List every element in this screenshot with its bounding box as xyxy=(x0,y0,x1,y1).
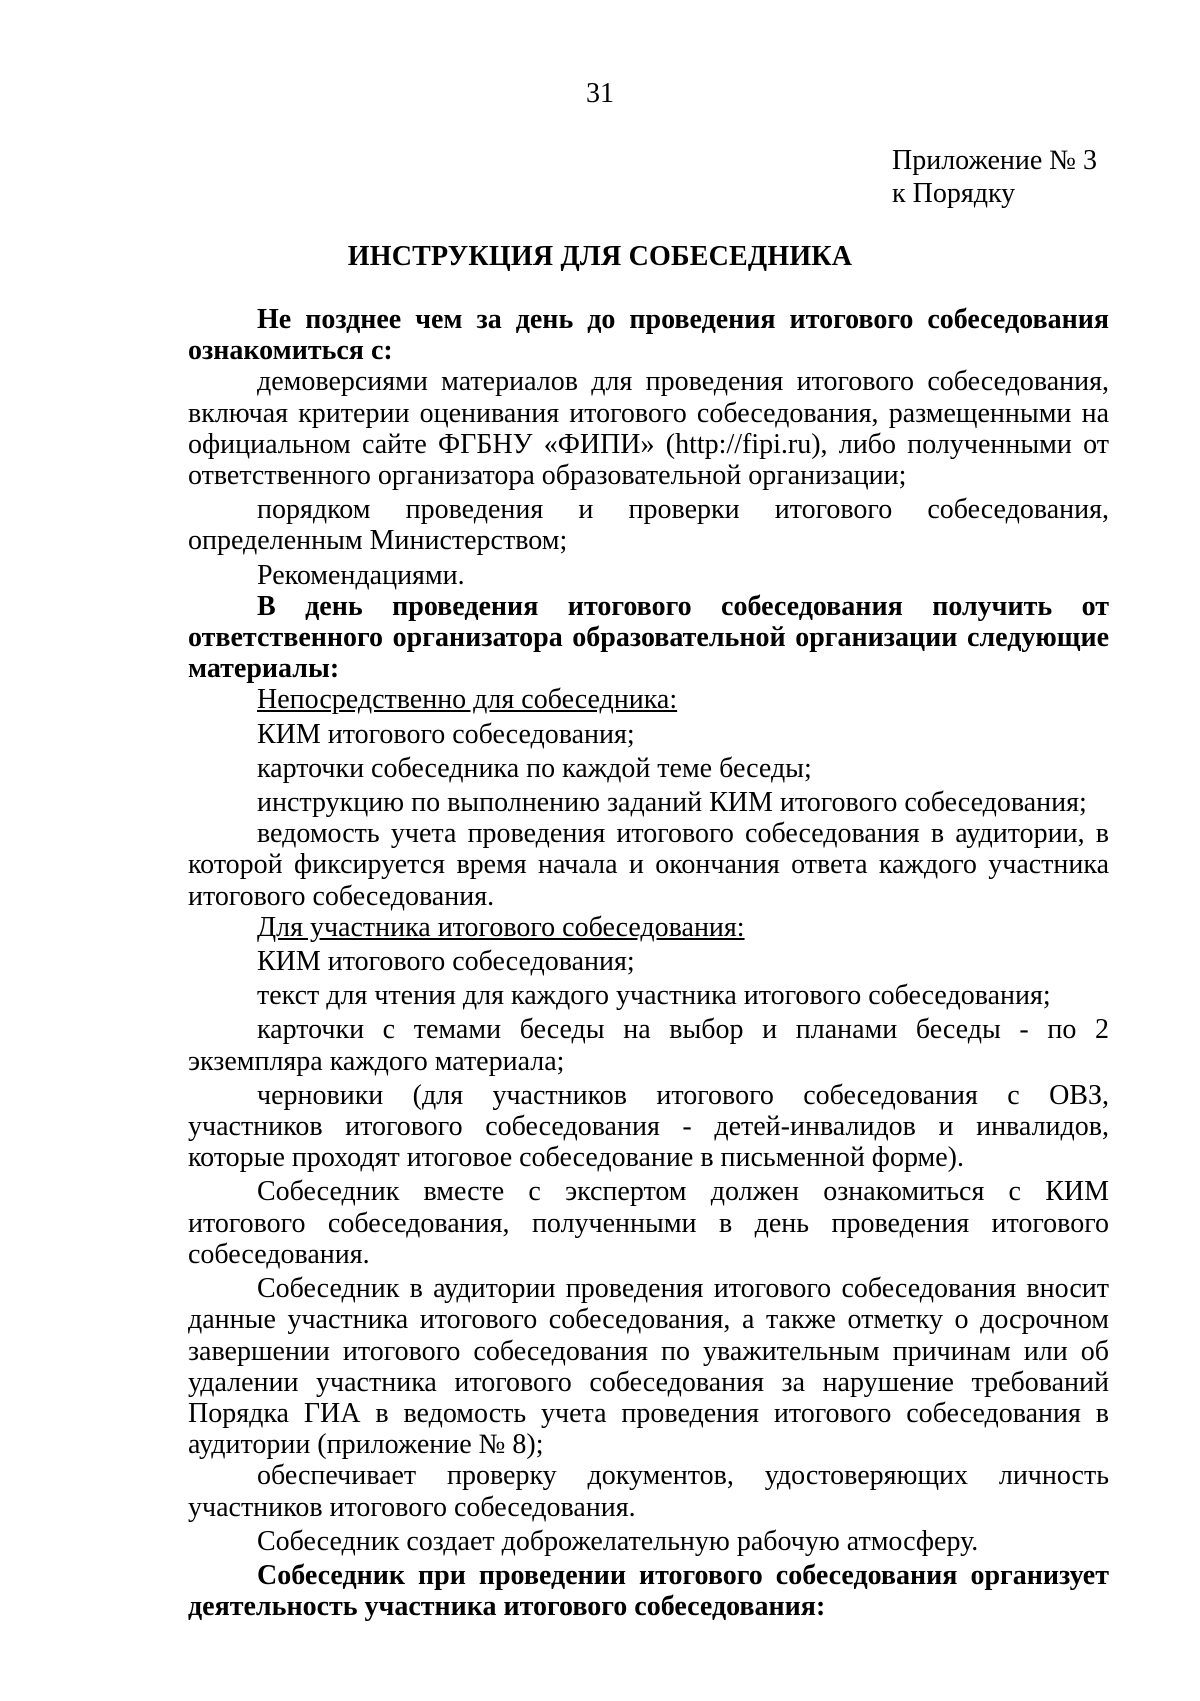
paragraph-atmosphere: Собеседник создает доброжелательную рабочую атмосферу. xyxy=(257,1525,979,1557)
appendix-line-1: Приложение № 3 xyxy=(892,145,1097,176)
list-item-participant-kim: КИМ итогового собеседования; xyxy=(257,946,635,978)
paragraph-procedure: порядком проведения и проверки итогового собеседования, определенным Министерством; xyxy=(188,494,1109,557)
list-item-cards: карточки собеседника по каждой теме беседы; xyxy=(257,752,812,784)
page-number: 31 xyxy=(586,78,614,109)
subheading-for-participant xyxy=(188,912,1109,943)
document-title: ИНСТРУКЦИЯ ДЛЯ СОБЕСЕДНИКА xyxy=(347,241,853,272)
paragraph-demo-materials: демоверсиями материалов для проведения итогового собеседования, включая критерии оценивания итогового собеседования, размещенными на официальном сайте ФГБНУ «ФИПИ» (http://fipi.ru), либо полученными от ответственного организатора образовательной организации; xyxy=(188,366,1109,492)
list-item-reading-text: текст для чтения для каждого участника итогового собеседования; xyxy=(257,980,1051,1012)
subheading-for-interlocutor xyxy=(188,684,1109,715)
paragraph-before-day-heading: Не позднее чем за день до проведения итогового собеседования ознакомиться с: xyxy=(188,304,1109,367)
list-item-drafts: черновики (для участников итогового собеседования с ОВЗ, участников итогового собеседования - детей-инвалидов и инвалидов, которые проходят итоговое собеседование в письменной форме). xyxy=(188,1079,1109,1174)
paragraph-with-expert: Собеседник вместе с экспертом должен ознакомиться с КИМ итогового собеседования, полученными в день проведения итогового собеседования. xyxy=(188,1176,1109,1270)
document-body xyxy=(188,304,1109,1622)
paragraph-enters-data: Собеседник в аудитории проведения итогового собеседования вносит данные участника итогового собеседования, а также отметку о досрочном завершении итогового собеседования по уважительным причинам или об удалении участника итогового собеседования за нарушение требований Порядка ГИА в ведомость учета проведения итогового собеседования в аудитории (приложение № 8); xyxy=(188,1273,1109,1461)
list-item-topic-cards: карточки с темами беседы на выбор и планами беседы - по 2 экземпляра каждого материала; xyxy=(188,1014,1109,1077)
paragraph-recommendations: Рекомендациями. xyxy=(257,559,465,591)
paragraph-checks-documents: обеспечивает проверку документов, удостоверяющих личность участников итогового собеседования. xyxy=(188,1460,1109,1523)
paragraph-organizes-heading: Собеседник при проведении итогового собеседования организует деятельность участника итогового собеседования: xyxy=(188,1559,1109,1623)
list-item-register: ведомость учета проведения итогового собеседования в аудитории, в которой фиксируется время начала и окончания ответа каждого участника итогового собеседования. xyxy=(188,818,1109,912)
subheading-for-interlocutor-text: Непосредственно для собеседника: xyxy=(257,684,678,716)
appendix-line-2: к Порядку xyxy=(892,178,1016,209)
appendix-reference xyxy=(892,144,1097,210)
subheading-for-participant-text: Для участника итогового собеседования: xyxy=(257,911,745,943)
paragraph-day-of-heading: В день проведения итогового собеседования получить от ответственного организатора образовательной организации следующие материалы: xyxy=(188,590,1109,685)
list-item-instruction: инструкцию по выполнению заданий КИМ итогового собеседования; xyxy=(257,787,1087,819)
list-item-kim: КИМ итогового собеседования; xyxy=(257,718,635,750)
